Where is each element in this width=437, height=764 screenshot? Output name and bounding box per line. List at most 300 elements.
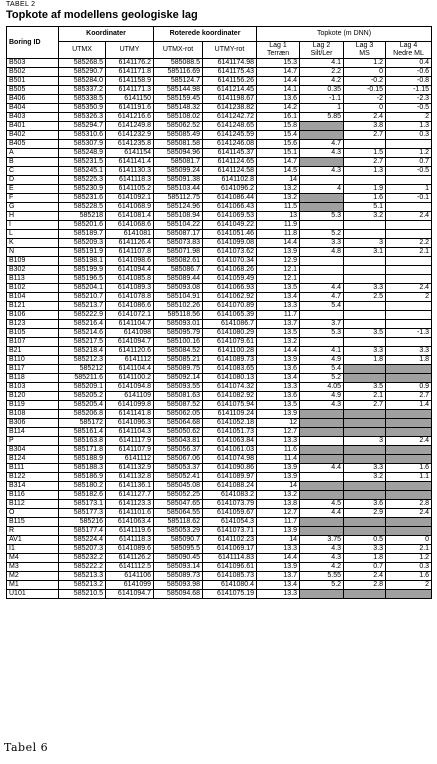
value-cell: 585230.9 — [59, 185, 106, 194]
value-cell: 6141088.24 — [203, 482, 257, 491]
value-cell: 585118.56 — [154, 311, 203, 320]
boring-id-cell: P — [7, 437, 59, 446]
value-cell: 585182.6 — [59, 491, 106, 500]
value-cell: 585177.3 — [59, 509, 106, 518]
value-cell: 2.2 — [386, 239, 432, 248]
value-cell: 585052.25 — [154, 491, 203, 500]
geology-table — [6, 26, 432, 599]
value-cell — [386, 590, 432, 599]
value-cell: 12 — [257, 419, 300, 428]
value-cell: 6141099.08 — [203, 239, 257, 248]
value-cell: 2.4 — [344, 113, 386, 122]
value-cell: 6141066.93 — [203, 284, 257, 293]
value-cell: 3.5 — [344, 383, 386, 392]
value-cell: 585093.01 — [154, 320, 203, 329]
value-cell: 585104.91 — [154, 293, 203, 302]
value-cell: 585148.32 — [154, 104, 203, 113]
value-cell — [386, 140, 432, 149]
value-cell: 6141126.2 — [106, 554, 154, 563]
value-cell — [386, 428, 432, 437]
value-cell: 6141104.7 — [106, 320, 154, 329]
value-cell — [300, 482, 344, 491]
value-cell — [386, 410, 432, 419]
value-cell: 6141096.3 — [106, 419, 154, 428]
value-cell: 6141175.43 — [203, 68, 257, 77]
value-cell: 585337.2 — [59, 86, 106, 95]
value-cell: 6141086.44 — [203, 194, 257, 203]
value-cell — [344, 527, 386, 536]
table-row — [7, 572, 432, 581]
boring-id-cell: B404 — [7, 104, 59, 113]
header-lag-4: Lag 4 Nedre ML — [386, 42, 432, 59]
table-row — [7, 464, 432, 473]
value-cell: 585180.2 — [59, 482, 106, 491]
boring-id-cell: B105 — [7, 329, 59, 338]
value-cell: 0.4 — [386, 59, 432, 68]
value-cell: 6141079.61 — [203, 338, 257, 347]
table-row — [7, 86, 432, 95]
value-cell: 585198.1 — [59, 257, 106, 266]
value-cell: -2.3 — [386, 95, 432, 104]
table-row — [7, 527, 432, 536]
value-cell: 1.2 — [386, 554, 432, 563]
value-cell: 2.1 — [386, 545, 432, 554]
value-cell — [344, 518, 386, 527]
header-lag-2: Lag 2 Silt/Ler — [300, 42, 344, 59]
value-cell: 585085.49 — [154, 131, 203, 140]
value-cell: 11.7 — [257, 518, 300, 527]
value-cell — [300, 221, 344, 230]
value-cell: 1.2 — [344, 59, 386, 68]
value-cell: 4.1 — [300, 59, 344, 68]
boring-id-cell: AV1 — [7, 536, 59, 545]
value-cell: 585218.4 — [59, 347, 106, 356]
value-cell: 13.9 — [257, 464, 300, 473]
value-cell: 2.1 — [386, 248, 432, 257]
value-cell: 585089.75 — [154, 365, 203, 374]
value-cell: 6141145.37 — [203, 149, 257, 158]
value-cell: 6141214.45 — [203, 86, 257, 95]
value-cell: 6141059.49 — [203, 275, 257, 284]
value-cell: 1.6 — [386, 572, 432, 581]
value-cell: 15.4 — [257, 131, 300, 140]
value-cell: 3.2 — [344, 212, 386, 221]
value-cell: 585112.75 — [154, 194, 203, 203]
table-body — [7, 59, 432, 599]
value-cell — [300, 518, 344, 527]
value-cell: 14.4 — [257, 554, 300, 563]
table-row — [7, 176, 432, 185]
boring-id-cell: D — [7, 176, 59, 185]
value-cell: 6141069.53 — [203, 212, 257, 221]
value-cell: 585071.98 — [154, 248, 203, 257]
value-cell: 6141065.39 — [203, 311, 257, 320]
value-cell — [300, 158, 344, 167]
value-cell: 14.7 — [257, 158, 300, 167]
value-cell: 585144.98 — [154, 86, 203, 95]
table-row — [7, 293, 432, 302]
table-row — [7, 581, 432, 590]
value-cell — [386, 257, 432, 266]
value-cell: 585104.22 — [154, 221, 203, 230]
value-cell: 2.5 — [344, 293, 386, 302]
value-cell: 3.3 — [344, 284, 386, 293]
value-cell: 6141096.61 — [203, 563, 257, 572]
value-cell: 2.7 — [386, 392, 432, 401]
boring-id-cell: B123 — [7, 320, 59, 329]
value-cell: 6141109 — [106, 392, 154, 401]
value-cell: 585053.29 — [154, 527, 203, 536]
boring-id-cell: B109 — [7, 257, 59, 266]
value-cell: -0.2 — [344, 77, 386, 86]
value-cell: 13 — [257, 212, 300, 221]
value-cell: 15.3 — [257, 59, 300, 68]
value-cell: 585108.94 — [154, 212, 203, 221]
value-cell: 11.5 — [257, 203, 300, 212]
value-cell: 6141112 — [106, 455, 154, 464]
value-cell: 6141141.8 — [106, 410, 154, 419]
value-cell — [300, 446, 344, 455]
value-cell: 6141086.7 — [203, 320, 257, 329]
value-cell: 6141248.65 — [203, 122, 257, 131]
value-cell: 14.5 — [257, 167, 300, 176]
table-row — [7, 230, 432, 239]
value-cell: 585338.5 — [59, 95, 106, 104]
boring-id-cell: B120 — [7, 392, 59, 401]
value-cell — [344, 590, 386, 599]
boring-id-cell: R — [7, 527, 59, 536]
value-cell: 2 — [386, 581, 432, 590]
value-cell: 6141246.08 — [203, 140, 257, 149]
value-cell — [386, 419, 432, 428]
value-cell: 13.5 — [257, 329, 300, 338]
boring-id-cell: B110 — [7, 356, 59, 365]
value-cell: 6141094.8 — [106, 383, 154, 392]
value-cell: 6141191.6 — [106, 104, 154, 113]
value-cell: 6141107.8 — [106, 248, 154, 257]
table-row — [7, 446, 432, 455]
value-cell: 585173.1 — [59, 500, 106, 509]
value-cell: 6141106 — [106, 572, 154, 581]
value-cell: 585228.5 — [59, 203, 106, 212]
table-row — [7, 500, 432, 509]
value-cell: 585199.9 — [59, 266, 106, 275]
value-cell: 13.8 — [257, 500, 300, 509]
value-cell: 585205.4 — [59, 401, 106, 410]
value-cell: 6141136.1 — [106, 482, 154, 491]
value-cell — [386, 338, 432, 347]
value-cell: 585064.68 — [154, 419, 203, 428]
boring-id-cell: M1 — [7, 581, 59, 590]
value-cell: 585102.26 — [154, 302, 203, 311]
value-cell: 1.4 — [386, 401, 432, 410]
value-cell — [344, 257, 386, 266]
value-cell: 1.2 — [386, 149, 432, 158]
value-cell: 585189.7 — [59, 230, 106, 239]
value-cell: 1.9 — [344, 185, 386, 194]
value-cell: 585177.4 — [59, 527, 106, 536]
value-cell: 6141118.3 — [106, 176, 154, 185]
value-cell: 2.8 — [344, 581, 386, 590]
value-cell: 12.9 — [257, 257, 300, 266]
value-cell: 585218 — [59, 212, 106, 221]
value-cell: 14.1 — [257, 86, 300, 95]
value-cell: 3.3 — [344, 545, 386, 554]
value-cell: 6141098.6 — [106, 257, 154, 266]
value-cell: 2 — [386, 293, 432, 302]
value-cell: 2.4 — [344, 572, 386, 581]
value-cell — [386, 455, 432, 464]
boring-id-cell: B107 — [7, 338, 59, 347]
boring-id-cell: G — [7, 203, 59, 212]
boring-id-cell: B405 — [7, 140, 59, 149]
value-cell: 12.7 — [257, 428, 300, 437]
value-cell: 585064.55 — [154, 509, 203, 518]
boring-id-cell: A — [7, 149, 59, 158]
value-cell: 6141104.4 — [106, 365, 154, 374]
value-cell: 1.8 — [344, 356, 386, 365]
value-cell: 6141112.5 — [106, 563, 154, 572]
value-cell: 585284.0 — [59, 77, 106, 86]
table-row — [7, 347, 432, 356]
value-cell: 1.6 — [386, 464, 432, 473]
value-cell: 585172 — [59, 419, 106, 428]
value-cell — [386, 491, 432, 500]
value-cell: 585124.7 — [154, 77, 203, 86]
boring-id-cell: I — [7, 221, 59, 230]
value-cell: 6141132.8 — [106, 473, 154, 482]
header-topkote: Topkote (m DNN) — [257, 27, 432, 42]
value-cell: 585161.4 — [59, 428, 106, 437]
value-cell: 11.8 — [257, 230, 300, 239]
value-cell: 585205.2 — [59, 392, 106, 401]
value-cell — [344, 302, 386, 311]
value-cell: -2 — [344, 95, 386, 104]
value-cell: 585307.9 — [59, 140, 106, 149]
value-cell: 585093.98 — [154, 581, 203, 590]
table-row — [7, 59, 432, 68]
boring-id-cell: B306 — [7, 419, 59, 428]
value-cell — [344, 140, 386, 149]
value-cell: 6141073.62 — [203, 248, 257, 257]
value-cell: 12.1 — [257, 275, 300, 284]
value-cell: 585053.37 — [154, 464, 203, 473]
value-cell: 6141054.3 — [203, 518, 257, 527]
value-cell — [344, 311, 386, 320]
value-cell: 585089.44 — [154, 275, 203, 284]
value-cell: 11.4 — [257, 455, 300, 464]
value-cell: 6141086.6 — [106, 302, 154, 311]
value-cell: 585050.62 — [154, 428, 203, 437]
value-cell: 585188.3 — [59, 464, 106, 473]
value-cell: -0.1 — [386, 194, 432, 203]
header-utmx: UTMX — [59, 42, 106, 59]
value-cell: 13.4 — [257, 374, 300, 383]
value-cell: 3.3 — [386, 347, 432, 356]
boring-id-cell: N — [7, 248, 59, 257]
value-cell: 13.2 — [257, 491, 300, 500]
value-cell: 6141141.4 — [106, 158, 154, 167]
boring-id-cell: B401 — [7, 122, 59, 131]
value-cell: 15.6 — [257, 140, 300, 149]
value-cell: 13.6 — [257, 365, 300, 374]
value-cell: 585093.14 — [154, 563, 203, 572]
value-cell — [300, 527, 344, 536]
value-cell — [386, 176, 432, 185]
value-cell: 6141066.43 — [203, 203, 257, 212]
value-cell: 6141075.94 — [203, 401, 257, 410]
value-cell: 6141089.97 — [203, 473, 257, 482]
value-cell: 585225.3 — [59, 176, 106, 185]
table-row — [7, 311, 432, 320]
boring-id-cell: I1 — [7, 545, 59, 554]
value-cell: 6141216.6 — [106, 113, 154, 122]
boring-id-cell: B104 — [7, 293, 59, 302]
value-cell: 6141092.1 — [106, 194, 154, 203]
value-cell: 3.5 — [344, 329, 386, 338]
value-cell: 585062.05 — [154, 410, 203, 419]
value-cell: 1.8 — [344, 554, 386, 563]
table-row — [7, 563, 432, 572]
value-cell: 585052.41 — [154, 473, 203, 482]
table-row — [7, 194, 432, 203]
value-cell — [300, 203, 344, 212]
value-cell: 585047.65 — [154, 500, 203, 509]
value-cell: 3.7 — [300, 320, 344, 329]
value-cell: 6141156.26 — [203, 77, 257, 86]
boring-id-cell: B21 — [7, 347, 59, 356]
boring-id-cell: B — [7, 158, 59, 167]
value-cell: 6141089.73 — [203, 356, 257, 365]
value-cell — [344, 338, 386, 347]
boring-id-cell: B502 — [7, 68, 59, 77]
value-cell: 6141085.8 — [106, 275, 154, 284]
value-cell — [344, 419, 386, 428]
value-cell — [386, 221, 432, 230]
value-cell: 13.2 — [257, 338, 300, 347]
value-cell: 0.7 — [344, 563, 386, 572]
value-cell — [344, 266, 386, 275]
value-cell: 6141119.6 — [106, 527, 154, 536]
value-cell: 585210.5 — [59, 590, 106, 599]
value-cell: -0.15 — [344, 86, 386, 95]
value-cell: 585209.1 — [59, 383, 106, 392]
value-cell: 6141082.92 — [203, 392, 257, 401]
value-cell: 13.2 — [257, 185, 300, 194]
value-cell: 2.8 — [386, 500, 432, 509]
value-cell: 1.8 — [386, 356, 432, 365]
table-number-label: TABEL 2 — [6, 1, 36, 8]
table-row — [7, 212, 432, 221]
value-cell: 6141089.3 — [106, 284, 154, 293]
value-cell: 5.3 — [300, 212, 344, 221]
value-cell: 6141075.19 — [203, 590, 257, 599]
table-row — [7, 374, 432, 383]
value-cell: 585209.3 — [59, 239, 106, 248]
value-cell: 585231.5 — [59, 158, 106, 167]
table-row — [7, 455, 432, 464]
table-row — [7, 545, 432, 554]
value-cell: 14.4 — [257, 347, 300, 356]
value-cell: 585207.3 — [59, 545, 106, 554]
value-cell: 6141099.8 — [106, 401, 154, 410]
value-cell: 585216.4 — [59, 320, 106, 329]
value-cell: 11.7 — [257, 311, 300, 320]
value-cell: 6141051.46 — [203, 230, 257, 239]
value-cell: 4.2 — [300, 77, 344, 86]
value-cell: 585092.14 — [154, 374, 203, 383]
value-cell: 585196.5 — [59, 275, 106, 284]
value-cell: 585081.7 — [154, 158, 203, 167]
value-cell: 14.4 — [257, 239, 300, 248]
value-cell: 585204.1 — [59, 284, 106, 293]
value-cell — [386, 320, 432, 329]
table-row — [7, 320, 432, 329]
value-cell: 585216 — [59, 518, 106, 527]
table-row — [7, 140, 432, 149]
value-cell: 6141080.29 — [203, 329, 257, 338]
value-cell — [300, 590, 344, 599]
value-cell: 4.3 — [300, 545, 344, 554]
value-cell: 5.2 — [300, 374, 344, 383]
table-row — [7, 554, 432, 563]
table-row — [7, 428, 432, 437]
value-cell: 6141198.67 — [203, 95, 257, 104]
table-row — [7, 356, 432, 365]
value-cell: 585095.5 — [154, 545, 203, 554]
value-cell: 6141171.8 — [106, 68, 154, 77]
value-cell: 2.4 — [386, 437, 432, 446]
value-cell: 6141132.9 — [106, 464, 154, 473]
value-cell — [344, 428, 386, 437]
value-cell: 3.8 — [344, 122, 386, 131]
table-row — [7, 122, 432, 131]
table-row — [7, 131, 432, 140]
header-lag-3: Lag 3 MS — [344, 42, 386, 59]
value-cell — [386, 446, 432, 455]
value-cell — [300, 428, 344, 437]
value-cell: 585093.08 — [154, 284, 203, 293]
value-cell: 6141080.13 — [203, 374, 257, 383]
value-cell: 585186.9 — [59, 473, 106, 482]
table-row — [7, 365, 432, 374]
value-cell: 5.1 — [344, 203, 386, 212]
boring-id-cell: H — [7, 212, 59, 221]
table-row — [7, 158, 432, 167]
value-cell: 6141080.4 — [203, 581, 257, 590]
table-row — [7, 266, 432, 275]
boring-id-cell: B117 — [7, 365, 59, 374]
value-cell: 6141100.2 — [106, 374, 154, 383]
value-cell — [300, 194, 344, 203]
value-cell: 13.5 — [257, 401, 300, 410]
table-row — [7, 473, 432, 482]
table-title: Topkote af modellens geologiske lag — [6, 9, 198, 21]
value-cell: 6141245.59 — [203, 131, 257, 140]
value-cell: 585084.52 — [154, 347, 203, 356]
value-cell — [344, 446, 386, 455]
value-cell: 13.9 — [257, 410, 300, 419]
value-cell: 14 — [257, 176, 300, 185]
value-cell: 6141154 — [106, 149, 154, 158]
value-cell: 15.1 — [257, 149, 300, 158]
value-cell: 4.3 — [300, 401, 344, 410]
value-cell: 6141090.86 — [203, 464, 257, 473]
value-cell: 3 — [344, 437, 386, 446]
header-utmy: UTMY — [106, 42, 154, 59]
value-cell: 4.3 — [300, 167, 344, 176]
value-cell: 4.4 — [300, 509, 344, 518]
